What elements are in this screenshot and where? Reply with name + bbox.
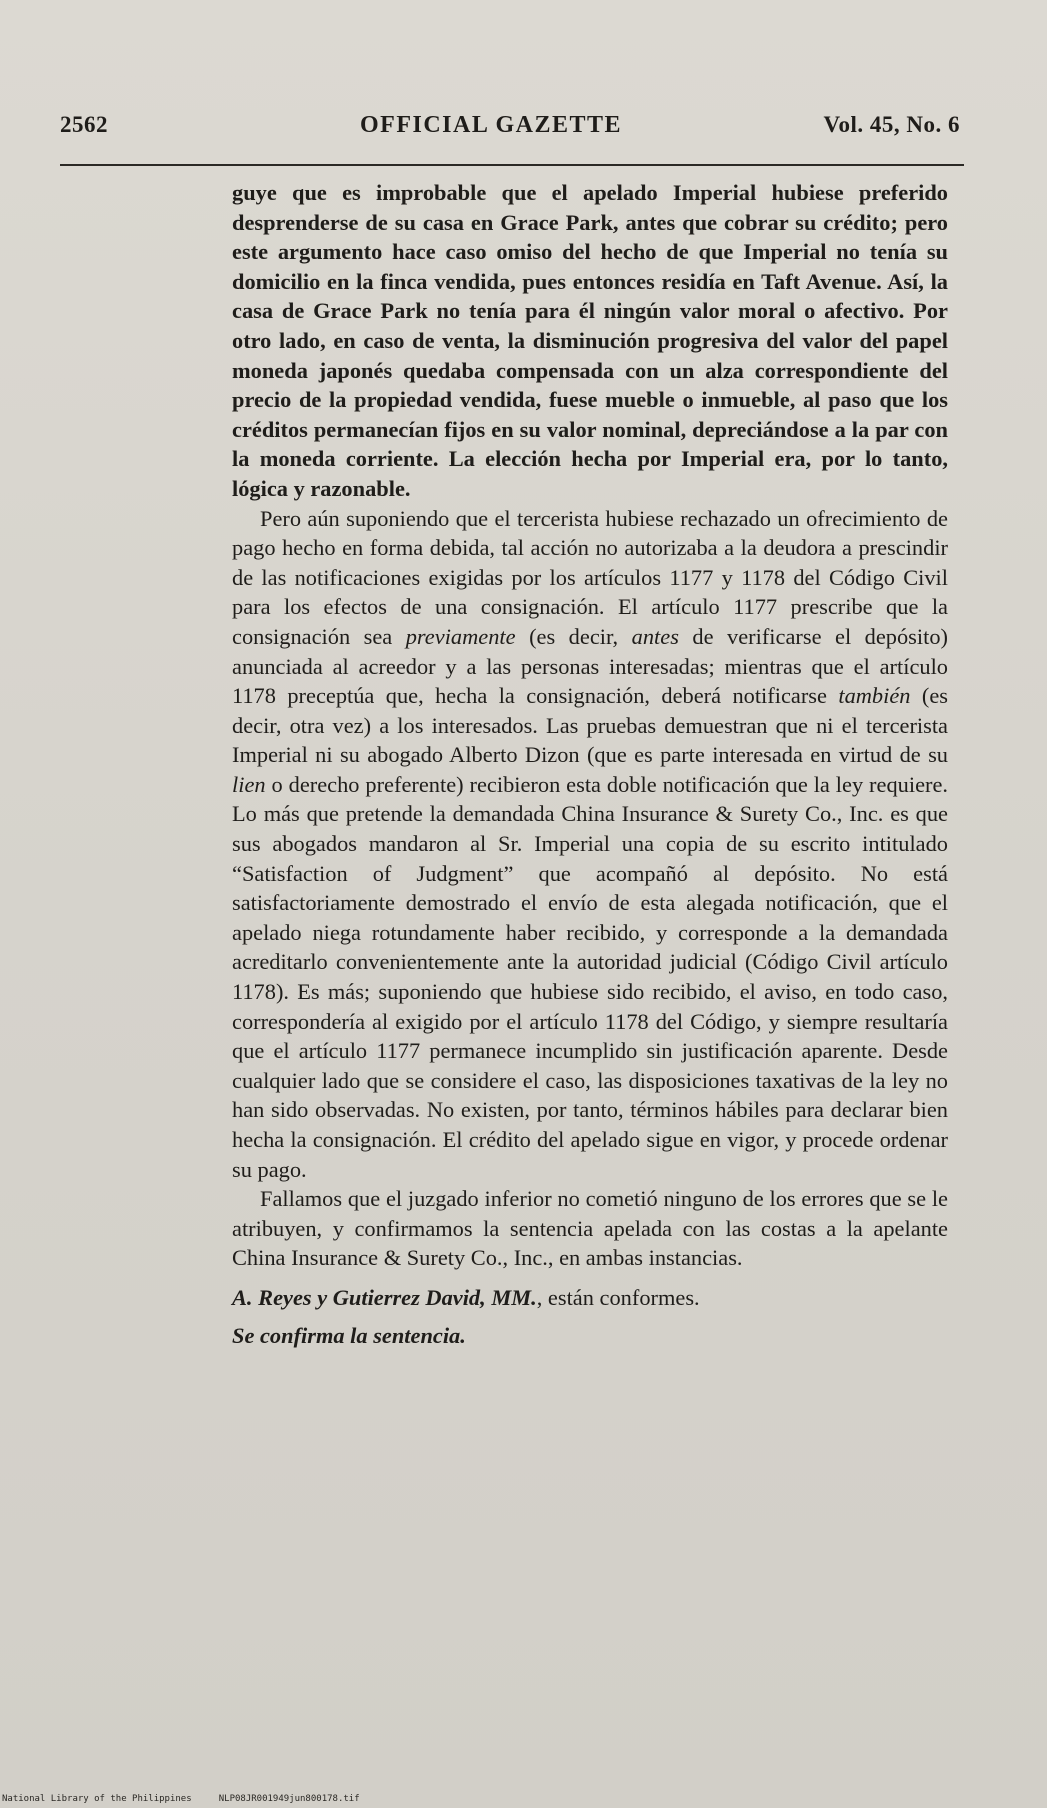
article-body [232,178,948,1350]
page-number: 2562 [60,112,108,137]
paragraph-2-text-a: Pero aún suponiendo que el tercerista hubiese rechazado un ofrecimiento de pago hecho en forma debida, tal acción no autorizaba a la deudora a prescindir de las notificaciones exigidas por los artículos 1177 y 1178 del Código Civil para los efectos de una consignación. El artículo 1177 prescribe que la consignación sea [232,505,948,649]
justice-names: A. Reyes y Gutierrez David, MM. [232,1284,537,1310]
concurrence-suffix: , están conformes. [536,1284,700,1310]
emphasis-antes: antes [631,623,679,649]
header-rule [60,164,964,166]
paragraph-1: guye que es improbable que el apelado Imperial hubiese preferido desprenderse de su casa en Grace Park, antes que cobrar su crédito; pero este argumento hace caso omiso del hecho de que Imperial no tenía su domicilio en la finca vendida, pues entonces residía en Taft Avenue. Así, la casa de Grace Park no tenía para él ningún valor moral o afectivo. Por otro lado, en caso de venta, la disminución progresiva del valor del papel moneda japonés quedaba compensada con un alza correspondiente del precio de la propiedad vendida, fuese mueble o inmueble, al paso que los créditos permanecían fijos en su valor nominal, depreciándose a la par con la moneda corriente. La elección hecha por Imperial era, por lo tanto, lógica y razonable. [232,180,948,501]
emphasis-previamente: previamente [405,623,516,649]
paragraph-2-text-b: (es decir, [515,623,632,649]
emphasis-lien: lien [232,771,266,797]
concurrence-line [232,1283,948,1313]
paragraph-2-text-d: (es decir, otra vez) a los interesados. Las pruebas demuestran que ni el tercerista Imperial ni su abogado Alberto Dizon (que es parte interesada en virtud de su [232,683,948,768]
ruling-closing: Se confirma la sentencia. [232,1322,466,1348]
scan-source-footer: National Library of the Philippines NLP08JR001949jun800178.tif [2,1794,360,1804]
publication-title: OFFICIAL GAZETTE [360,112,623,138]
page-header [60,112,960,152]
volume-number: Vol. 45, No. 6 [823,112,960,137]
paragraph-2-text-c: de verificarse el depósito) anunciada al acreedor y a las personas interesadas; mientras que el artículo 1178 preceptúa que, hecha la consignación, deberá notificarse [232,623,948,709]
paragraph-2-text-e: o derecho preferente) recibieron esta doble notificación que la ley requiere. Lo más que pretende la demandada China Insurance & Surety Co., Inc. es que sus abogados mandaron al Sr. Imperial una copia de su escrito intitulado “Satisfaction of Judgment” que acompañó al depósito. No está satisfactoriamente demostrado el envío de esta alegada notificación, que el apelado niega rotundamente haber recibido, y corresponde a la demandada acreditarlo convenientemente ante la autoridad judicial (Código Civil artículo 1178). Es más; suponiendo que hubiese sido recibido, el aviso, en todo caso, correspondería al exigido por el artículo 1178 del Código, y siempre resultaría que el artículo 1177 permanece incumplido sin justificación aparente. Desde cualquier lado que se considere el caso, las disposiciones taxativas de la ley no han sido observadas. No existen, por tanto, términos hábiles para declarar bien hecha la consignación. El crédito del apelado sigue en vigor, y procede ordenar su pago. [232,771,948,1182]
paragraph-2 [232,504,948,1185]
paragraph-3: Fallamos que el juzgado inferior no cometió ninguno de los errores que se le atribuyen, y confirmamos la sentencia apelada con las costas a la apelante China Insurance & Surety Co., Inc., en ambas instancias. [232,1186,948,1271]
emphasis-tambien: también [838,683,911,709]
